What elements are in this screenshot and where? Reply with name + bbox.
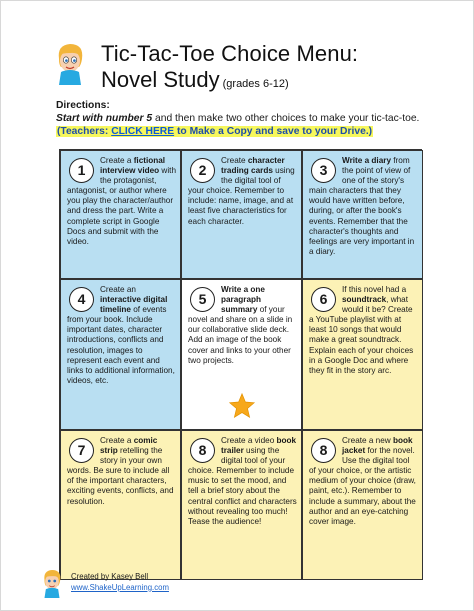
choice-bold: book trailer [221, 436, 297, 456]
directions-text [56, 112, 446, 125]
choice-text: using the digital tool of your choice. Remember to include: name, image, and at least five characteristics for each character. [188, 166, 295, 226]
choice-bold: interactive digital timeline [100, 295, 168, 315]
choice-bold: book jacket [342, 436, 413, 456]
teachers-suffix: to Make a Copy and save to your Drive.) [174, 126, 373, 138]
footer-credit [71, 572, 169, 593]
choice-cell [181, 430, 302, 580]
choice-number: 2 [190, 158, 215, 183]
grade-range: (grades 6-12) [222, 78, 289, 90]
directions-start: Start with number 5 [56, 113, 153, 125]
choice-cell-center [181, 279, 302, 430]
choice-text: with the protagonist, antagonist, or author where you play the character/author and dress the part. Write a complete script in Google Docs and submit with the video. [67, 166, 176, 246]
choice-number: 6 [311, 287, 336, 312]
choice-number: 4 [69, 287, 94, 312]
teachers-note [56, 125, 446, 138]
choice-text: Create [221, 156, 248, 165]
website-link[interactable]: www.ShakeUpLearning.com [71, 582, 169, 592]
choice-text: Create a new [342, 436, 393, 445]
choice-bold: Write a one paragraph summary [221, 285, 265, 315]
directions-block [56, 99, 446, 139]
choice-cell [60, 430, 181, 580]
choice-text: Create a video [221, 436, 277, 445]
choice-number: 5 [190, 287, 215, 312]
choice-cell [60, 150, 181, 279]
choice-text: If this novel had a [342, 285, 407, 294]
page-title-line2 [101, 67, 289, 93]
choice-text: Create a [100, 156, 134, 165]
teachers-prefix: (Teachers: [57, 126, 112, 138]
directions-rest: and then make two other choices to make your tic-tac-toe. [152, 113, 420, 125]
created-by: Created by Kasey Bell [71, 572, 149, 581]
choice-number: 8 [190, 438, 215, 463]
choice-cell [60, 279, 181, 430]
shake-up-learning-logo [51, 41, 89, 85]
choice-bold: Write a diary [342, 156, 391, 165]
page-title-subject: Novel Study [101, 67, 220, 92]
choice-text: for the novel. Use the digital tool of your choice, or the artistic medium of your choice (draw, paint, etc.). Remember to include a summary, about the author and an eye-catching cover image. [309, 446, 416, 526]
directions-heading: Directions: [56, 100, 110, 111]
page-title-line1: Tic-Tac-Toe Choice Menu: [101, 41, 359, 66]
choice-text: Create a [100, 436, 134, 445]
choice-cell [302, 279, 423, 430]
star-icon [228, 392, 256, 420]
choice-number: 3 [311, 158, 336, 183]
choice-cell [181, 150, 302, 279]
choice-cell [302, 150, 423, 279]
choice-bold: fictional interview video [100, 156, 166, 176]
click-here-link[interactable]: CLICK HERE [111, 126, 175, 138]
choice-text: retelling the story in your own words. Be sure to include all of the important characters, exciting events, conflicts, and resolution. [67, 446, 174, 506]
choice-text: using the digital tool of your choice. Remember to include music to set the mood, and tell a brief story about the central conflict and characters without revealing too much! Tease the audience! [188, 446, 297, 526]
teachers-note-highlight [56, 126, 373, 137]
choice-text: , what would it be? Create a YouTube playlist with at least 10 songs that would make a great soundtrack. Explain each of your choices in a Google Doc and where they fit in the story arc. [309, 295, 414, 375]
choice-text: Create an [100, 285, 136, 294]
choice-number: 7 [69, 438, 94, 463]
choice-bold: character trading cards [221, 156, 285, 176]
choice-text: of your novel and share on a slide in our collaborative slide deck. Add an image of the book cover and links to your other two projects. [188, 305, 293, 365]
footer-logo [39, 568, 65, 598]
choice-number: 1 [69, 158, 94, 183]
choice-bold: comic strip [100, 436, 158, 456]
choice-text: of events from your book. Include important dates, character introductions, conflicts and resolution, images to represent each event and links to additional information, videos, etc. [67, 305, 175, 385]
choice-number: 8 [311, 438, 336, 463]
choice-cell [302, 430, 423, 580]
choice-bold: soundtrack [342, 295, 387, 305]
choice-text: from the point of view of one of the story's main characters that they would have written before, during, or after the book's events. Remember that the character's thoughts and feelings are very important in a diary. [309, 156, 415, 256]
choice-grid [59, 149, 422, 579]
